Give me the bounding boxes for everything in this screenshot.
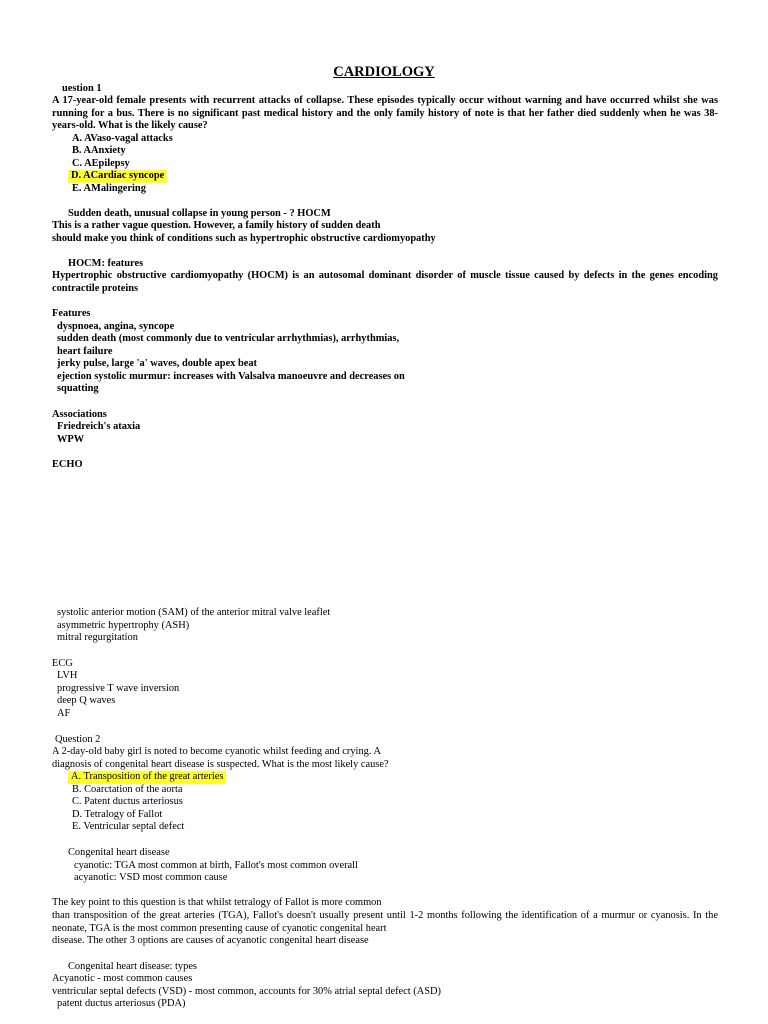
ecg-item: LVH [57,670,78,681]
chd-heading: Congenital heart disease [68,847,170,858]
q1-option-a: A. AVaso-vagal attacks [72,133,173,144]
q1-option-c: C. AEpilepsy [72,158,130,169]
q2-option-a-highlighted-answer: A. Transposition of the great arteries [68,771,226,784]
feature-item: heart failure [57,346,113,357]
ecg-item: AF [57,708,71,719]
feature-item: sudden death (most commonly due to ventricular arrhythmias), arrhythmias, [57,333,400,344]
explanation-paragraph: than transposition of the great arteries (TGA), Fallot's doesn't usually present until 1-2 months following the identification of a murmur or cyanosis. In the neonate, TGA is the most common presenting cause of cyanotic congenital heart [52,910,718,934]
hocm-description: Hypertrophic obstructive cardiomyopathy (HOCM) is an autosomal dominant disorder of muscle tissue caused by defects in the genes encoding contractile proteins [52,270,718,294]
q1-option-e: E. AMalingering [72,183,146,194]
echo-item: asymmetric hypertrophy (ASH) [57,620,190,631]
q1-note-line-1: This is a rather vague question. However, a family history of sudden death [52,220,381,231]
q1-note-line-2: should make you think of conditions such as hypertrophic obstructive cardiomyopathy [52,233,436,244]
chd-item: acyanotic: VSD most common cause [74,872,228,883]
ecg-heading: ECG [52,658,73,669]
explanation-line-1: The key point to this question is that whilst tetralogy of Fallot is more common [52,897,382,908]
question-1-stem: A 17-year-old female presents with recurrent attacks of collapse. These episodes typically occur without warning and have occurred whilst she was running for a bus. There is no significant past medical history and the only family history of note is that her father died suddenly when he was 38-years-old. What is the likely cause? [52,95,718,132]
features-heading: Features [52,308,91,319]
question-2-stem-line-2: diagnosis of congenital heart disease is suspected. What is the most likely cause? [52,759,389,770]
q1-option-b: B. AAnxiety [72,145,126,156]
chd-types-heading: Congenital heart disease: types [68,961,197,972]
question-2-stem-line-1: A 2-day-old baby girl is noted to become cyanotic whilst feeding and crying. A [52,746,381,757]
association-item: Friedreich's ataxia [57,421,141,432]
chd-types-line: patent ductus arteriosus (PDA) [57,998,186,1009]
associations-heading: Associations [52,409,107,420]
question-1-label: uestion 1 [62,83,102,94]
association-item: WPW [57,434,85,445]
echo-item: mitral regurgitation [57,632,138,643]
feature-item: squatting [57,383,99,394]
ecg-item: deep Q waves [57,695,116,706]
chd-types-line: ventricular septal defects (VSD) - most common, accounts for 30% atrial septal defect (ASD) [52,986,441,997]
explanation-last-line: disease. The other 3 options are causes of acyanotic congenital heart disease [52,935,369,946]
feature-item: jerky pulse, large 'a' waves, double apex beat [57,358,258,369]
hocm-heading: HOCM: features [68,258,144,269]
feature-item: ejection systolic murmur: increases with Valsalva manoeuvre and decreases on [57,371,405,382]
feature-item: dyspnoea, angina, syncope [57,321,175,332]
chd-item: cyanotic: TGA most common at birth, Fallot's most common overall [74,860,358,871]
echo-item: systolic anterior motion (SAM) of the anterior mitral valve leaflet [57,607,331,618]
question-2-label: Question 2 [55,734,101,745]
q2-option-c: C. Patent ductus arteriosus [72,796,183,807]
q2-option-b: B. Coarctation of the aorta [72,784,183,795]
q1-note-heading: Sudden death, unusual collapse in young person - ? HOCM [68,208,331,219]
page-title: CARDIOLOGY [333,64,435,80]
ecg-item: progressive T wave inversion [57,683,180,694]
q1-option-d-highlighted-answer: D. ACardiac syncope [68,170,167,183]
echo-heading: ECHO [52,459,83,470]
q2-option-d: D. Tetralogy of Fallot [72,809,163,820]
chd-types-line: Acyanotic - most common causes [52,973,193,984]
q2-option-e: E. Ventricular septal defect [72,821,185,832]
